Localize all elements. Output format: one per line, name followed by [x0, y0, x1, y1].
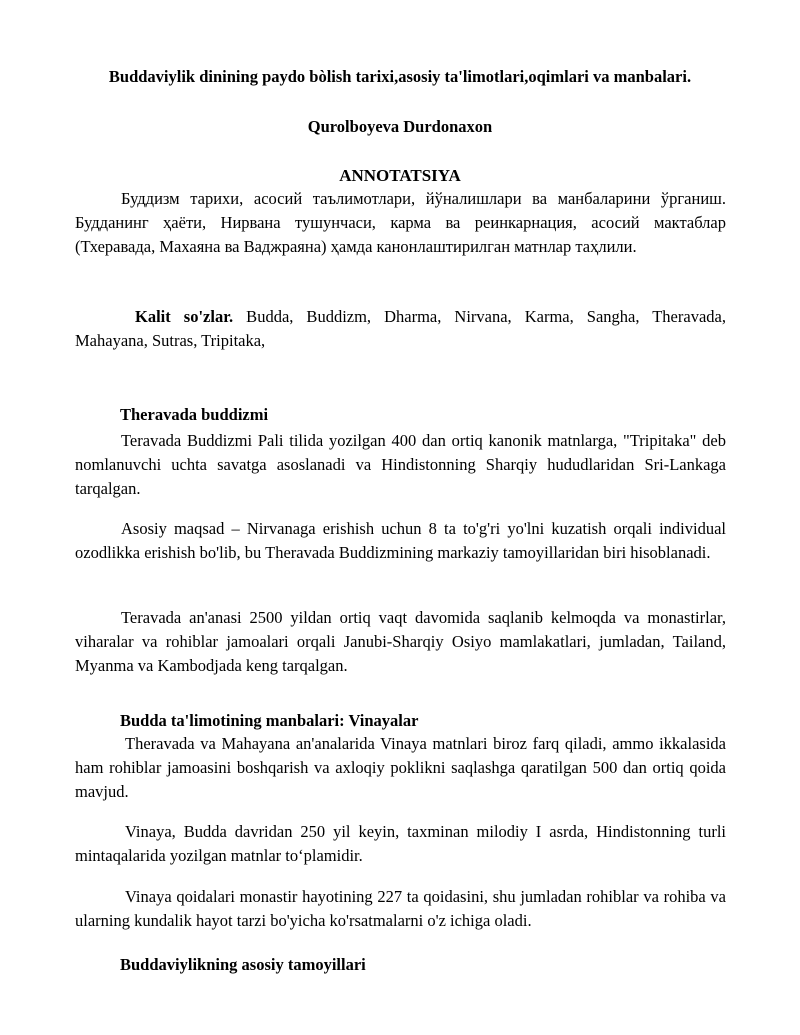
vinaya-paragraph-1: Theravada va Mahayana an'analarida Vinaya matnlari biroz farq qiladi, ammo ikkalasida ham rohiblar jamoasini boshqarish va axloqiy poklikni saqlashga qaratilgan 500 dan ortiq qoida mavjud. — [75, 734, 726, 801]
keywords-label: Kalit so'zlar. — [135, 307, 234, 326]
annotation-heading: ANNOTATSIYA — [339, 166, 461, 185]
document-author: Qurolboyeva Durdonaxon — [307, 117, 493, 136]
theravada-paragraph-2: Asosiy maqsad – Nirvanaga erishish uchun 8 ta to'g'ri yo'lni kuzatish orqali individual ozodlikka erishish bo'lib, bu Theravada Buddizmining markaziy tamoyillaridan biri hisoblanadi. — [75, 519, 726, 562]
keywords-list: Budda, Buddizm, Dharma, Nirvana, Karma, Sangha, Theravada, Mahayana, Sutras, Tripitaka, — [75, 307, 726, 350]
vinaya-paragraph-2: Vinaya, Budda davridan 250 yil keyin, taxminan milodiy I asrda, Hindistonning turli mintaqalarida yozilgan matnlar to‘plamidir. — [75, 822, 726, 865]
section-heading-theravada: Theravada buddizmi — [120, 405, 269, 424]
theravada-paragraph-3: Teravada an'anasi 2500 yildan ortiq vaqt davomida saqlanib kelmoqda va monastirlar, viharalar va rohiblar jamoalari orqali Janubi-Sharqiy Osiyo mamlakatlari, jumladan, Tailand, Myanma va Kambodjada keng tarqalgan. — [75, 608, 726, 675]
document-title: Buddaviylik dinining paydo bòlish tarixi,asosiy ta'limotlari,oqimlari va manbalari. — [108, 67, 692, 86]
keywords-paragraph — [75, 305, 726, 353]
annotation-paragraph: Буддизм тарихи, асосий таълимотлари, йўналишлари ва манбаларини ўрганиш. Будданинг ҳаёти, Нирвана тушунчаси, карма ва реинкарнация, асосий мактаблар (Тхеравада, Махаяна ва Ваджраяна) ҳамда канонлаштирилган матнлар таҳлили. — [75, 189, 726, 256]
section-heading-principles: Buddaviylikning asosiy tamoyillari — [120, 955, 366, 974]
section-heading-vinaya: Budda ta'limotining manbalari: Vinayalar — [120, 711, 419, 730]
vinaya-paragraph-3: Vinaya qoidalari monastir hayotining 227 ta qoidasini, shu jumladan rohiblar va rohiba va ularning kundalik hayot tarzi bo'yicha ko'rsatmalarni o'z ichiga oladi. — [75, 887, 726, 930]
theravada-paragraph-1: Teravada Buddizmi Pali tilida yozilgan 400 dan ortiq kanonik matnlarga, "Tripitaka" deb nomlanuvchi uchta savatga asoslanadi va Hindistonning Sharqiy hududlaridan Sri-Lankaga tarqalgan. — [75, 431, 726, 498]
